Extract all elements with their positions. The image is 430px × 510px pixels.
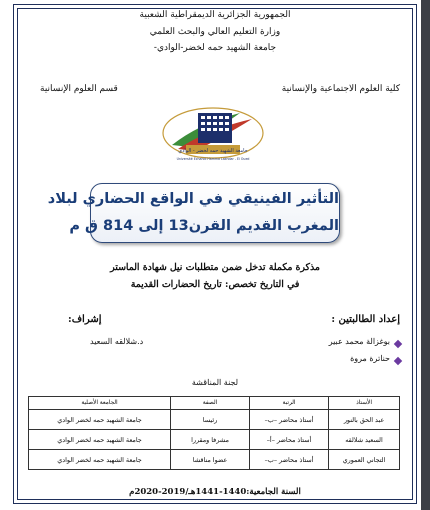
student-name-2: حناترة مروة <box>350 354 390 363</box>
university-logo <box>160 105 266 165</box>
university-name: جامعة الشهيد حمه لخضر-الوادي- <box>153 43 277 53</box>
table-cell: أستاذ محاضر –أ– <box>250 430 329 450</box>
table-cell: جامعة الشهيد حمه لخضر الوادي <box>29 410 171 430</box>
student-name-1: بوغزالة محمد عبير <box>328 337 390 346</box>
jury-table <box>28 396 400 470</box>
logo-name-ar: جامعة الشهيد حمه لخضر - الوادي <box>178 148 248 154</box>
jury-title: لجنة المناقشة <box>191 378 239 387</box>
thesis-title-box <box>47 183 340 243</box>
table-cell: جامعة الشهيد حمه لخضر الوادي <box>29 450 171 470</box>
col-header: الصفة <box>171 397 250 410</box>
table-cell: مشرفا ومقررا <box>171 430 250 450</box>
table-cell: السعيد شلالقه <box>329 430 400 450</box>
thesis-title-line2: المغرب القديم القرن13 إلى 814 ق م <box>69 218 339 234</box>
table-row <box>29 450 400 470</box>
table-row <box>29 410 400 430</box>
table-cell: عبد الحق بالنور <box>329 410 400 430</box>
table-header-row <box>29 397 400 410</box>
republic-name: الجمهورية الجزائرية الديمقراطية الشعبية <box>139 10 291 20</box>
memo-line2: في التاريخ تخصص: تاريخ الحضارات القديمة <box>130 279 300 290</box>
table-cell: أستاذ محاضر –ب– <box>250 410 329 430</box>
table-cell: التجاني العموري <box>329 450 400 470</box>
thesis-title-line1: التأثير الفينيقي في الواقع الحضاري لبلاد <box>47 191 339 207</box>
col-header: الرتبة <box>250 397 329 410</box>
table-row <box>29 430 400 450</box>
academic-year: السنة الجامعية:1440-1441هـ/2019-2020م <box>129 487 301 497</box>
ministry-name: وزارة التعليم العالي والبحث العلمي <box>149 27 281 37</box>
table-cell: جامعة الشهيد حمه لخضر الوادي <box>29 430 171 450</box>
logo-name-lat: Université Echahid Hamma Lakhdar - El Oued <box>176 157 250 161</box>
faculty-name: كلية العلوم الاجتماعية والإنسانية <box>281 84 400 94</box>
table-cell: رئيسا <box>171 410 250 430</box>
supervisor-name: د.شلالقه السعيد <box>90 337 144 346</box>
table-cell: عضوا مناقشا <box>171 450 250 470</box>
col-header: الأستاذ <box>329 397 400 410</box>
supervisor-label: إشراف: <box>68 314 102 325</box>
col-header: الجامعة الأصلية <box>29 397 171 410</box>
scrollbar-strip <box>421 0 430 510</box>
memo-line1: مذكرة مكملة تدخل ضمن متطلبات نيل شهادة الماستر <box>110 262 320 273</box>
department-name: قسم العلوم الإنسانية <box>40 84 118 94</box>
students-label: إعداد الطالبتين : <box>331 314 400 325</box>
table-cell: أستاذ محاضر –ب– <box>250 450 329 470</box>
